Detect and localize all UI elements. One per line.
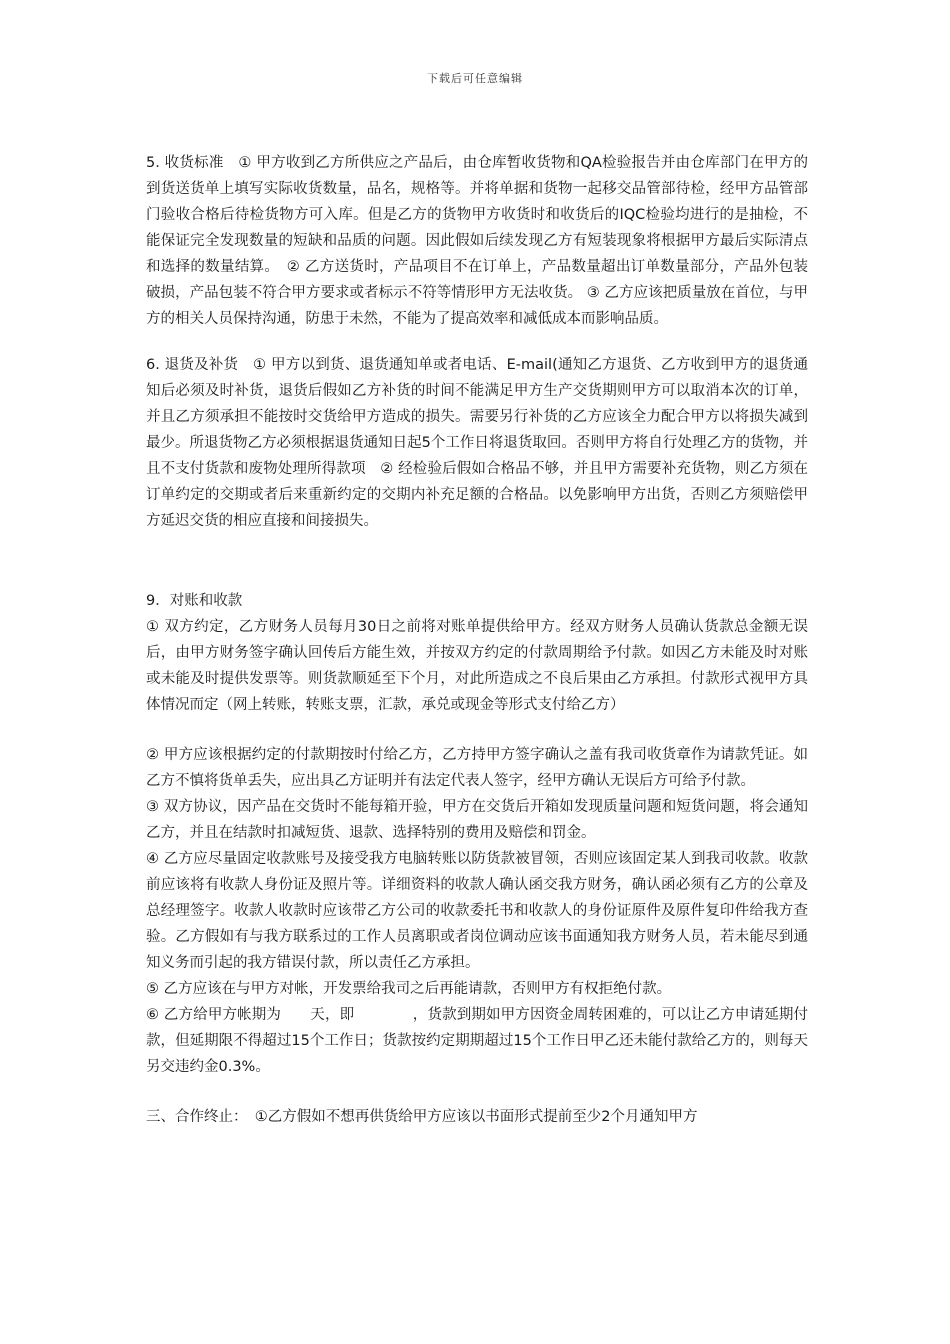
section-5-receiving-standard: 5. 收货标准 ① 甲方收到乙方所供应之产品后，由仓库暂收货物和QA检验报告并由仓库部门在甲方的到货送货单上填写实际收货数量，品名，规格等。并将单据和货物一起移交品管部待检，经甲方品管部门验收合格后待检货物方可入库。但是乙方的货物甲方收货时和收货后的IQC检验均进行的是抽检，不能保证完全发现数量的短缺和品质的问题。因此假如后续发现乙方有短装现象将根据甲方最后实际清点和选择的数量结算。 ② 乙方送货时，产品项目不在订单上，产品数量超出订单数量部分，产品外包装破损，产品包装不符合甲方要求或者标示不符等情形甲方无法收货。 ③ 乙方应该把质量放在首位，与甲方的相关人员保持沟通，防患于未然，不能为了提高效率和减低成本而影响品质。	[146, 155, 808, 327]
section-9-clause-6: ⑥ 乙方给甲方帐期为 天，即 ，货款到期如甲方因资金周转困难的，可以让乙方申请延期付款，但延期限不得超过15个工作日；货款按约定期期超过15个工作日甲乙还未能付款给乙方的，则每天另交违约金0.3%。	[146, 1007, 808, 1075]
section-9-title: 9．对账和收款	[146, 593, 243, 609]
section-9-clause-1: ① 双方约定，乙方财务人员每月30日之前将对账单提供给甲方。经双方财务人员确认货款总金额无误后，由甲方财务签字确认回传后方能生效，并按双方约定的付款周期给予付款。如因乙方未能及时对账或未能及时提供发票等。则货款顺延至下个月，对此所造成之不良后果由乙方承担。付款形式视甲方具体情况而定（网上转账，转账支票，汇款，承兑或现金等形式支付给乙方）	[146, 619, 808, 713]
section-9-clause-3: ③ 双方协议，因产品在交货时不能每箱开验，甲方在交货后开箱如发现质量问题和短货问题，将会通知乙方，并且在结款时扣减短货、退款、选择特别的费用及赔偿和罚金。	[146, 799, 808, 841]
document-body	[146, 150, 808, 1130]
section-9-clause-4: ④ 乙方应尽量固定收款账号及接受我方电脑转账以防货款被冒领，否则应该固定某人到我司收款。收款前应该将有收款人身份证及照片等。详细资料的收款人确认函交我方财务，确认函必须有乙方的公章及总经理签字。收款人收款时应该带乙方公司的收款委托书和收款人的身份证原件及原件复印件给我方查验。乙方假如有与我方联系过的工作人员离职或者岗位调动应该书面通知我方财务人员，若未能尽到通知义务而引起的我方错误付款，所以责任乙方承担。	[146, 851, 808, 971]
section-9-clause-5: ⑤ 乙方应该在与甲方对帐，开发票给我司之后再能请款，否则甲方有权拒绝付款。	[146, 981, 672, 997]
page-header: 下载后可任意编辑	[427, 72, 523, 85]
section-9-clause-2: ② 甲方应该根据约定的付款期按时付给乙方，乙方持甲方签字确认之盖有我司收货章作为请款凭证。如乙方不慎将货单丢失，应出具乙方证明并有法定代表人签字，经甲方确认无误后方可给予付款。	[146, 747, 808, 789]
section-3-termination: 三、合作终止： ①乙方假如不想再供货给甲方应该以书面形式提前至少2个月通知甲方	[146, 1109, 698, 1125]
section-6-returns-and-replenishment: 6. 退货及补货 ① 甲方以到货、退货通知单或者电话、E-mail(通知乙方退货、乙方收到甲方的退货通知后必须及时补货，退货后假如乙方补货的时间不能满足甲方生产交货期则甲方可以取消本次的订单，并且乙方须承担不能按时交货给甲方造成的损失。需要另行补货的乙方应该全力配合甲方以将损失减到最少。所退货物乙方必须根据退货通知日起5个工作日将退货取回。否则甲方将自行处理乙方的货物，并且不支付货款和废物处理所得款项 ② 经检验后假如合格品不够，并且甲方需要补充货物，则乙方须在订单约定的交期或者后来重新约定的交期内补充足额的合格品。以免影响甲方出货，否则乙方须赔偿甲方延迟交货的相应直接和间接损失。	[146, 357, 808, 529]
